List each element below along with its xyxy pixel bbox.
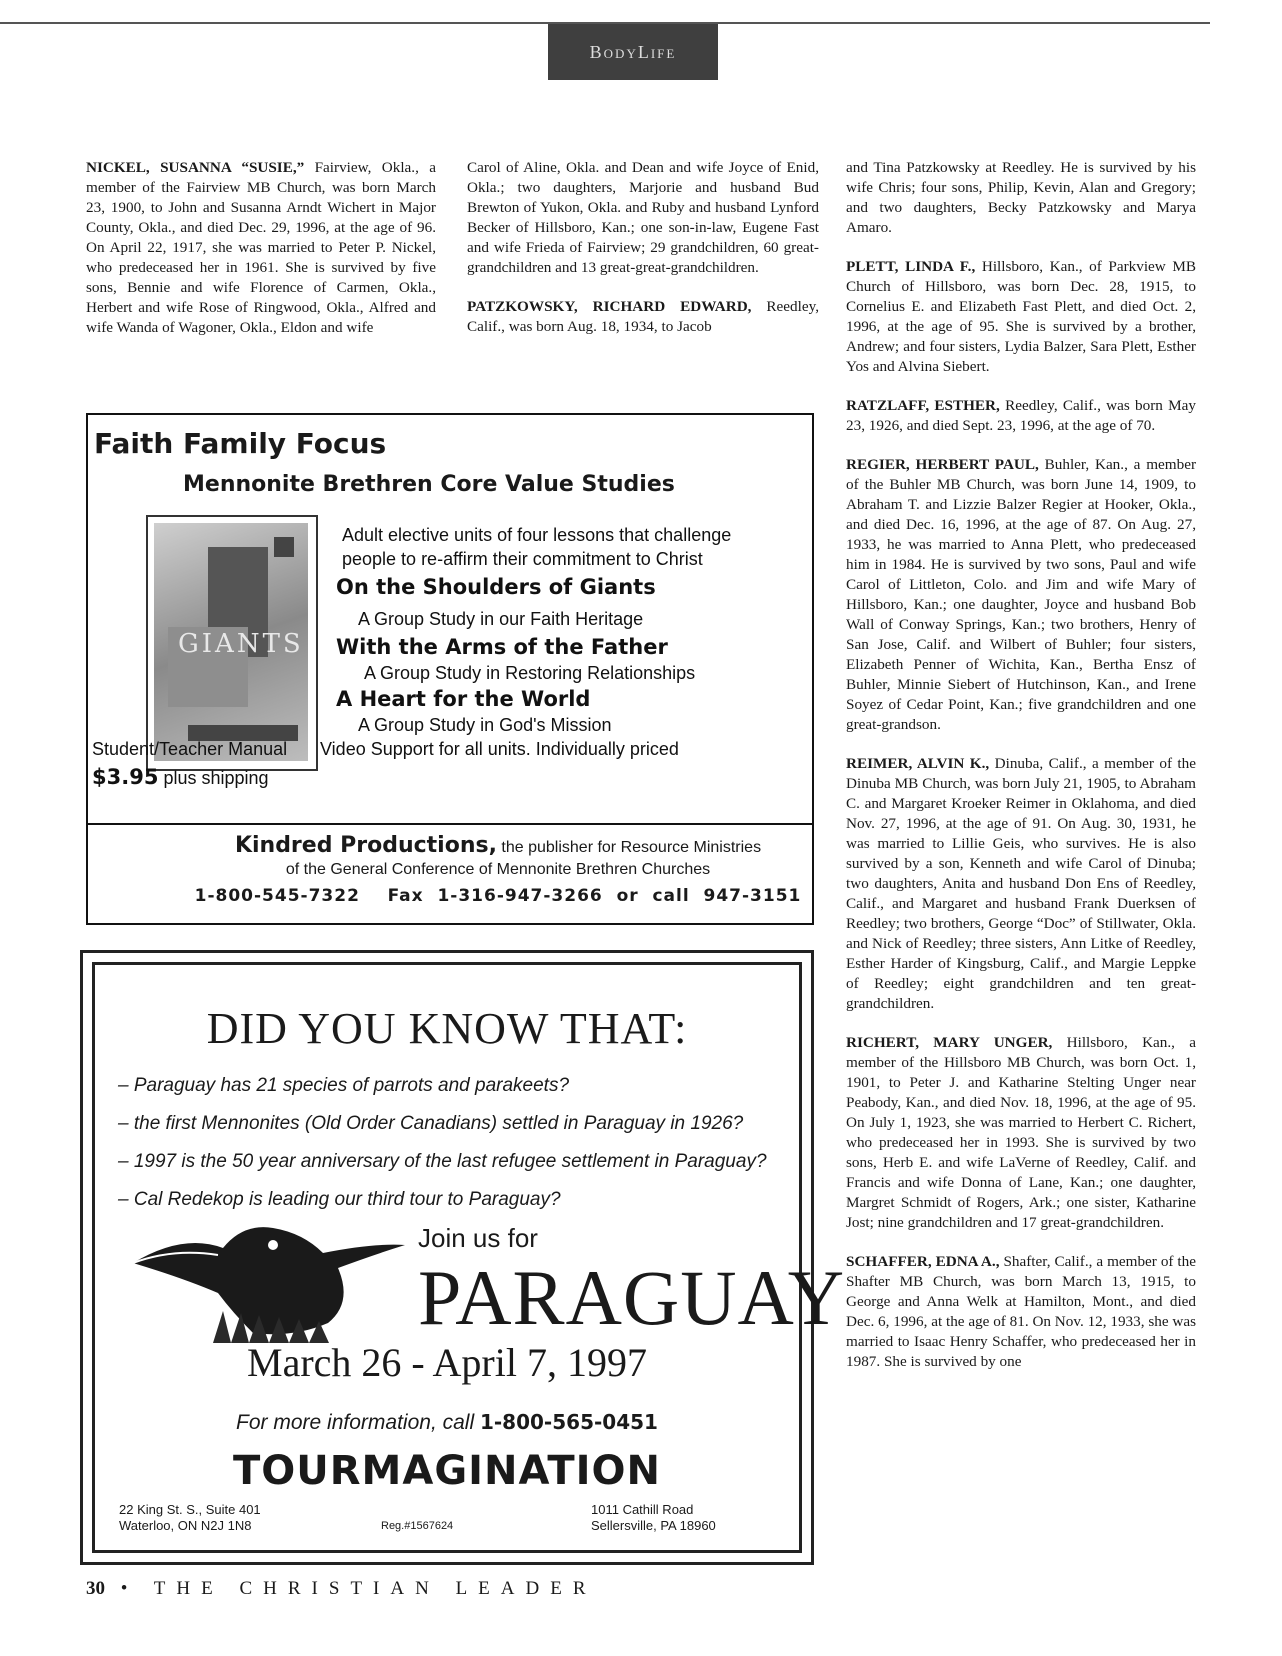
price-note: plus shipping [163,768,269,788]
brand-logo: TOURMAGINATION [232,1448,662,1494]
obituary-name: PATZKOWSKY, RICHARD EDWARD, [467,298,752,315]
obituary-text: Buhler, Kan., a member of the Buhler MB Church, was born June 14, 1909, to Abraham T. and Lizzie Balzer Regier at Hooker, Okla., and died Dec. 16, 1996, at the age of 87. On Aug. 27, 1933, he was married to Anna Plett, who predeceased him in 1984. He is survived by two sons, Paul and wife Carol of Littleton, Colo. and Jim and wife Mary of Hillsboro, Kan.; one daughter, Joyce and husband Bob Wall of Conway Springs, Kan.; two brothers, Henry of San Jose, Calif. and Wilbert of Buhler; four sisters, Elizabeth Penner of Wichita, Kan., Bertha Ensz of Buhler, Minnie Siebert of Hutchinson, Kan., and Irene Soyez of Cedar Point, Kan.; five grandchildren and one great-grandson. [846,456,1196,733]
fact-item: – the first Mennonites (Old Order Canadians) settled in Paraguay in 1926? [118,1113,744,1134]
address-line: 1011 Cathill Road [591,1502,694,1517]
obituary-column-1 [86,158,436,357]
section-tab: BodyLife [548,24,718,80]
price: $3.95 [92,765,159,789]
obituary-entry [846,396,1196,436]
publisher-name: Kindred Productions, [234,833,497,858]
ad-divider [88,823,812,825]
obituary-entry [846,455,1196,735]
obituary-name: REIMER, ALVIN K., [846,755,990,772]
obituary-column-2 [467,158,819,356]
obituary-text: Hillsboro, Kan., a member of the Hillsboro MB Church, was born Oct. 1, 1901, to Peter J. and Katharine Stelting Unger near Peabody, Kan., and died Nov. 18, 1996, at the age of 95. On July 1, 1923, she was married to Herbert C. Richert, who predeceased her in 1993. She is survived by two sons, Herb E. and wife LaVerne of Reedley, Calif. and Francis and wife Donna of Lane, Kan.; one daughter, Margret Schmidt of Rogers, Ark.; one sister, Katharine Jost; nine grandchildren and 17 great-grandchildren. [846,1034,1196,1231]
obituary-name: RATZLAFF, ESTHER, [846,397,1000,414]
toucan-bird-illustration [123,1193,413,1353]
obituary-entry [846,257,1196,377]
paraguay-tour-ad [80,950,846,1565]
study-2-subtitle: A Group Study in Restoring Relationships [364,663,696,683]
faith-family-focus-ad [86,413,814,925]
study-2-title: With the Arms of the Father [336,635,668,659]
study-1-subtitle: A Group Study in our Faith Heritage [358,609,644,629]
publication-name: • THE CHRISTIAN LEADER [120,1578,597,1599]
ad-intro-line-1: Adult elective units of four lessons that challenge [342,525,732,545]
address-line: Sellersville, PA 18960 [591,1518,716,1533]
obituary-name: SCHAFFER, EDNA A., [846,1253,1000,1270]
page-footer [86,1578,597,1600]
obituary-entry [467,297,819,337]
obituary-text: Carol of Aline, Okla. and Dean and wife Joyce of Enid, Okla.; two daughters, Marjorie and husband Bud Brewton of Yukon, Okla. and Ruby and husband Lynford Becker of Hillsboro, Kan.; one son-in-law, Eugene Fast and wife Frieda of Fairview; 29 grandchildren, 60 great-grandchildren and 13 great-great-grandchildren. [467,159,819,276]
registration-number: Reg.#1567624 [381,1520,454,1532]
study-1-title: On the Shoulders of Giants [336,575,656,599]
obituary-text: Fairview, Okla., a member of the Fairview MB Church, was born March 23, 1900, to John and Susanna Arndt Wichert in Major County, Okla., and died Dec. 29, 1996, at the age of 96. On April 22, 1917, she was married to Peter P. Nickel, who predeceased her in 1961. She is survived by five sons, Bennie and wife Florence of Carmen, Okla., Herbert and wife Rose of Ringwood, Okla., Alfred and wife Wanda of Wagoner, Okla., Eldon and wife [86,159,436,336]
fact-item: – 1997 is the 50 year anniversary of the last refugee settlement in Paraguay? [118,1151,767,1172]
fact-item: – Paraguay has 21 species of parrots and parakeets? [118,1075,570,1096]
video-support-label: Video Support for all units. Individually priced [320,739,679,759]
obituary-text: Reedley, Calif., was born May 23, 1926, and died Sept. 23, 1996, at the age of 70. [846,397,1196,434]
publisher-line-1: the publisher for Resource Ministries [496,839,762,856]
obituary-entry [846,1252,1196,1372]
address-line: Waterloo, ON N2J 1N8 [119,1518,252,1533]
info-phone: 1-800-565-0451 [479,1410,658,1434]
price-line [92,765,269,790]
book-cover-image [146,515,318,771]
manual-label: Student/Teacher Manual [92,739,288,759]
publisher-block [188,835,808,907]
obituary-name: PLETT, LINDA F., [846,258,976,275]
ad-title: Faith Family Focus [94,427,387,460]
page-number: 30 [86,1578,105,1599]
ad-subtitle: Mennonite Brethren Core Value Studies [183,472,675,497]
join-us-text: Join us for [418,1223,538,1253]
obituary-column-3 [846,158,1196,1391]
study-3-subtitle: A Group Study in God's Mission [358,715,612,735]
address-line: 22 King St. S., Suite 401 [119,1502,261,1517]
obituary-entry [86,158,436,338]
obituary-text: Shafter, Calif., a member of the Shafter MB Church, was born March 13, 1915, to George and Anna Welk at Hamilton, Mont., and died Dec. 6, 1996, at the age of 81. On Nov. 12, 1933, she was married to Isaac Henry Schaffer, who predeceased her in 1987. She is survived by one [846,1253,1196,1370]
obituary-entry [467,158,819,278]
study-3-title: A Heart for the World [336,687,591,711]
obituary-text: Hillsboro, Kan., of Parkview MB Church of Hillsboro, was born Dec. 28, 1915, to Cornelius E. and Elizabeth Fast Plett, and died Oct. 2, 1996, at the age of 95. She is survived by a brother, Andrew; and four sisters, Lydia Balzer, Sara Plett, Esther Yos and Alvina Siebert. [846,258,1197,375]
obituary-name: RICHERT, MARY UNGER, [846,1034,1053,1051]
obituary-text: and Tina Patzkowsky at Reedley. He is survived by his wife Chris; four sons, Philip, Kevin, Alan and Gregory; and two daughters, Becky Patzkowsky and Marya Amaro. [846,159,1196,236]
publisher-line-2: of the General Conference of Mennonite Brethren Churches [285,861,711,878]
obituary-text: Reedley, Calif., was born Aug. 18, 1934, to Jacob [467,298,819,335]
address-canada [119,1502,261,1534]
obituary-entry [846,158,1196,238]
obituary-text: Dinuba, Calif., a member of the Dinuba MB Church, was born July 21, 1905, to Abraham C. and Margaret Kroeker Reimer in Oklahoma, and died Nov. 27, 1996, at the age of 91. On Aug. 30, 1931, he was married to Lillie Geis, who survives. He is also survived by a son, Kenneth and wife Carol of Dinuba; two daughters, Anita and husband Don Ens of Reedley, Calif., and Margaret and husband Frank Duerksen of Reedley; two brothers, George “Doc” of Stillwater, Okla. and Nick of Reedley; three sisters, Ann Litke of Reedley, Esther Harder of Kingsburg, Calif., and Margie Leppke of Reedley; eight grandchildren and ten great-grandchildren. [846,755,1196,1012]
fact-item: – Cal Redekop is leading our third tour to Paraguay? [118,1189,561,1210]
publisher-phones: 1-800-545-7322 Fax 1-316-947-3266 or call 947-3151 [194,886,802,906]
obituary-entry [846,754,1196,1014]
ad-headline: DID YOU KNOW THAT: [206,1004,688,1053]
tour-dates: March 26 - April 7, 1997 [247,1340,647,1385]
info-line [83,1410,811,1435]
ad-intro-line-2: people to re-affirm their commitment to Christ [342,549,703,569]
obituary-entry [846,1033,1196,1233]
info-prefix: For more information, call [236,1411,480,1434]
book-cover-title: GIANTS [178,629,304,659]
obituary-name: NICKEL, SUSANNA “SUSIE,” [86,159,305,176]
destination-title: PARAGUAY [418,1254,846,1341]
address-usa [591,1502,716,1534]
obituary-name: REGIER, HERBERT PAUL, [846,456,1039,473]
